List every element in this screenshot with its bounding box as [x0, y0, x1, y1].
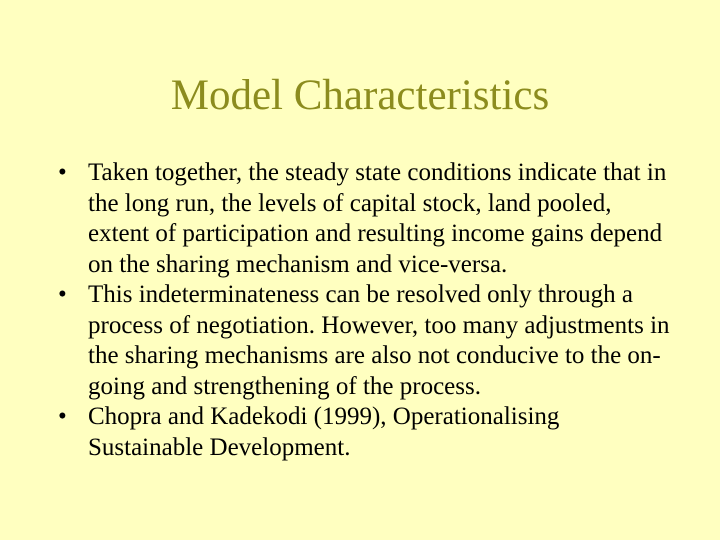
bullet-item	[58, 402, 678, 463]
bullet-icon: •	[58, 281, 67, 308]
slide-title: Model Characteristics	[170, 72, 550, 119]
bullet-list	[58, 158, 678, 463]
bullet-item	[58, 280, 678, 402]
bullet-text: Chopra and Kadekodi (1999), Operationalising Sustainable Development.	[88, 403, 560, 461]
bullet-icon: •	[58, 159, 67, 186]
bullet-text: Taken together, the steady state conditions indicate that in the long run, the levels of capital stock, land pooled, extent of participation and resulting income gains depend on the sharing mechanism and vice-versa.	[88, 159, 667, 278]
bullet-icon: •	[58, 403, 67, 430]
bullet-item	[58, 158, 678, 280]
bullet-text: This indeterminateness can be resolved only through a process of negotiation. However, too many adjustments in the sharing mechanisms are also not conducive to the on-going and strengthening of the process.	[88, 281, 670, 400]
